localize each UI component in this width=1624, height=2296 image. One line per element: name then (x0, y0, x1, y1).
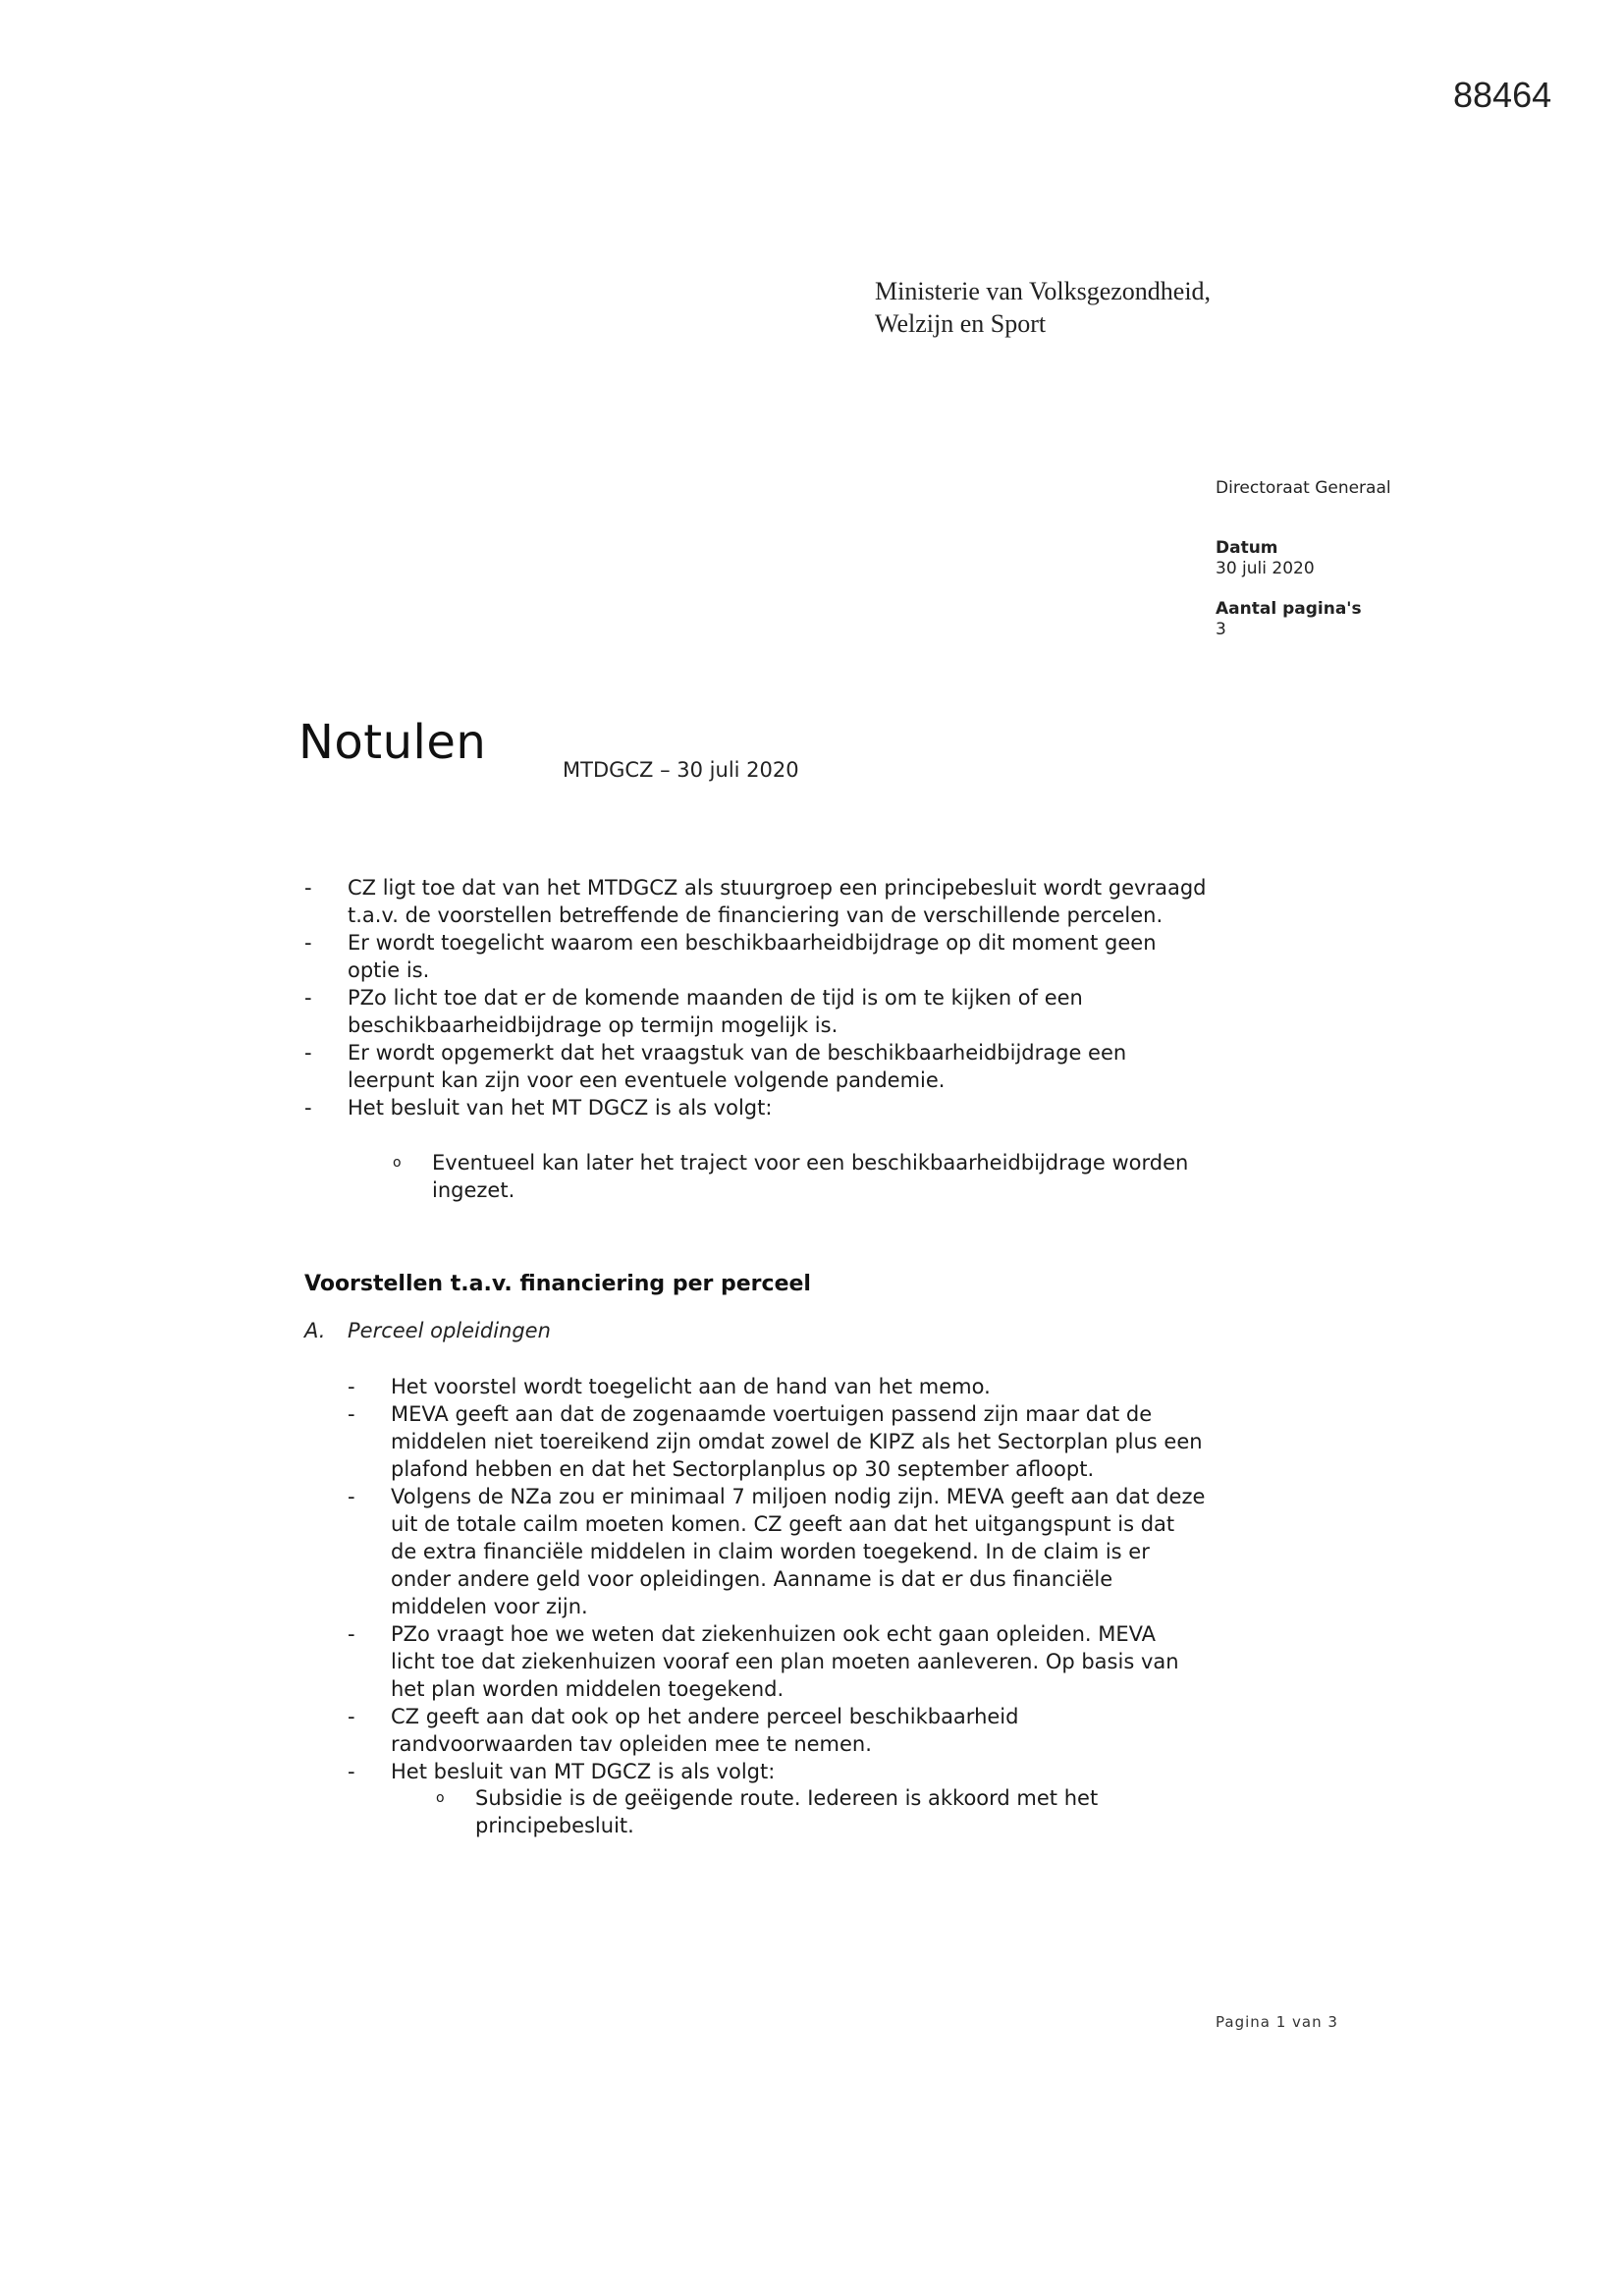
ministry-letterhead (875, 275, 1211, 340)
section-heading: Voorstellen t.a.v. financiering per perceel (304, 1272, 811, 1296)
pages-label: Aantal pagina's (1216, 599, 1362, 619)
date-value: 30 juli 2020 (1216, 559, 1315, 578)
intro-list (304, 874, 1212, 1121)
list-item: - Volgens de NZa zou er minimaal 7 miljoen nodig zijn. MEVA geeft aan dat deze uit de totale cailm moeten komen. CZ geeft aan dat het uitgangspunt is dat de extra financiële middelen in claim worden toegekend. In de claim is er onder andere geld voor opleidingen. Aanname is dat er dus financiële middelen voor zijn. (348, 1485, 1206, 1618)
document-title: Notulen (298, 715, 487, 770)
pages-value: 3 (1216, 620, 1226, 639)
date-block (1216, 538, 1315, 579)
document-id: 88464 (1453, 75, 1552, 115)
list-item: - PZo licht toe dat er de komende maanden de tijd is om te kijken of een beschikbaarheidbijdrage op termijn mogelijk is. (304, 986, 1083, 1037)
list-item: - Het voorstel wordt toegelicht aan de hand van het memo. (348, 1375, 991, 1398)
list-item: - MEVA geeft aan dat de zogenaamde voertuigen passend zijn maar dat de middelen niet toereikend zijn omdat zowel de KIPZ als het Sectorplan plus een plafond hebben en dat het Sectorplanplus op 30 september afloopt. (348, 1402, 1203, 1481)
letterhead-line-1: Ministerie van Volksgezondheid, (875, 277, 1212, 305)
intro-sub-list (393, 1149, 1198, 1204)
pages-block (1216, 599, 1362, 640)
list-item: - Er wordt toegelicht waarom een beschikbaarheidbijdrage op dit moment geen optie is. (304, 931, 1157, 982)
page-number: Pagina 1 van 3 (1216, 2013, 1338, 2031)
list-item: - PZo vraagt hoe we weten dat ziekenhuizen ook echt gaan opleiden. MEVA licht toe dat ziekenhuizen vooraf een plan moeten aanleveren. Op basis van het plan worden middelen toegekend. (348, 1622, 1179, 1701)
section-sub-list (436, 1784, 1182, 1839)
document-subtitle: MTDGCZ – 30 juli 2020 (563, 758, 799, 782)
letterhead-line-2: Welzijn en Sport (875, 309, 1047, 338)
list-item: - Het besluit van MT DGCZ is als volgt: (348, 1760, 776, 1783)
list-item: - CZ ligt toe dat van het MTDGCZ als stuurgroep een principebesluit wordt gevraagd t.a.v. de voorstellen betreffende de financiering van de verschillende percelen. (304, 876, 1207, 927)
date-label: Datum (1216, 538, 1278, 558)
list-item: - Er wordt opgemerkt dat het vraagstuk van de beschikbaarheidbijdrage een leerpunt kan zijn voor een eventuele volgende pandemie. (304, 1041, 1127, 1092)
list-item: - Het besluit van het MT DGCZ is als volgt: (304, 1096, 773, 1120)
section-list (348, 1373, 1206, 1785)
department-label: Directoraat Generaal (1216, 478, 1391, 498)
sub-list-item: o Subsidie is de geëigende route. Iedereen is akkoord met het principebesluit. (436, 1786, 1099, 1837)
subsection-title: A. Perceel opleidingen (304, 1319, 551, 1342)
list-item: - CZ geeft aan dat ook op het andere perceel beschikbaarheid randvoorwaarden tav opleiden mee te nemen. (348, 1705, 1019, 1756)
sub-list-item: o Eventueel kan later het traject voor een beschikbaarheidbijdrage worden ingezet. (393, 1151, 1189, 1202)
subsection-letter: A. (304, 1319, 326, 1342)
